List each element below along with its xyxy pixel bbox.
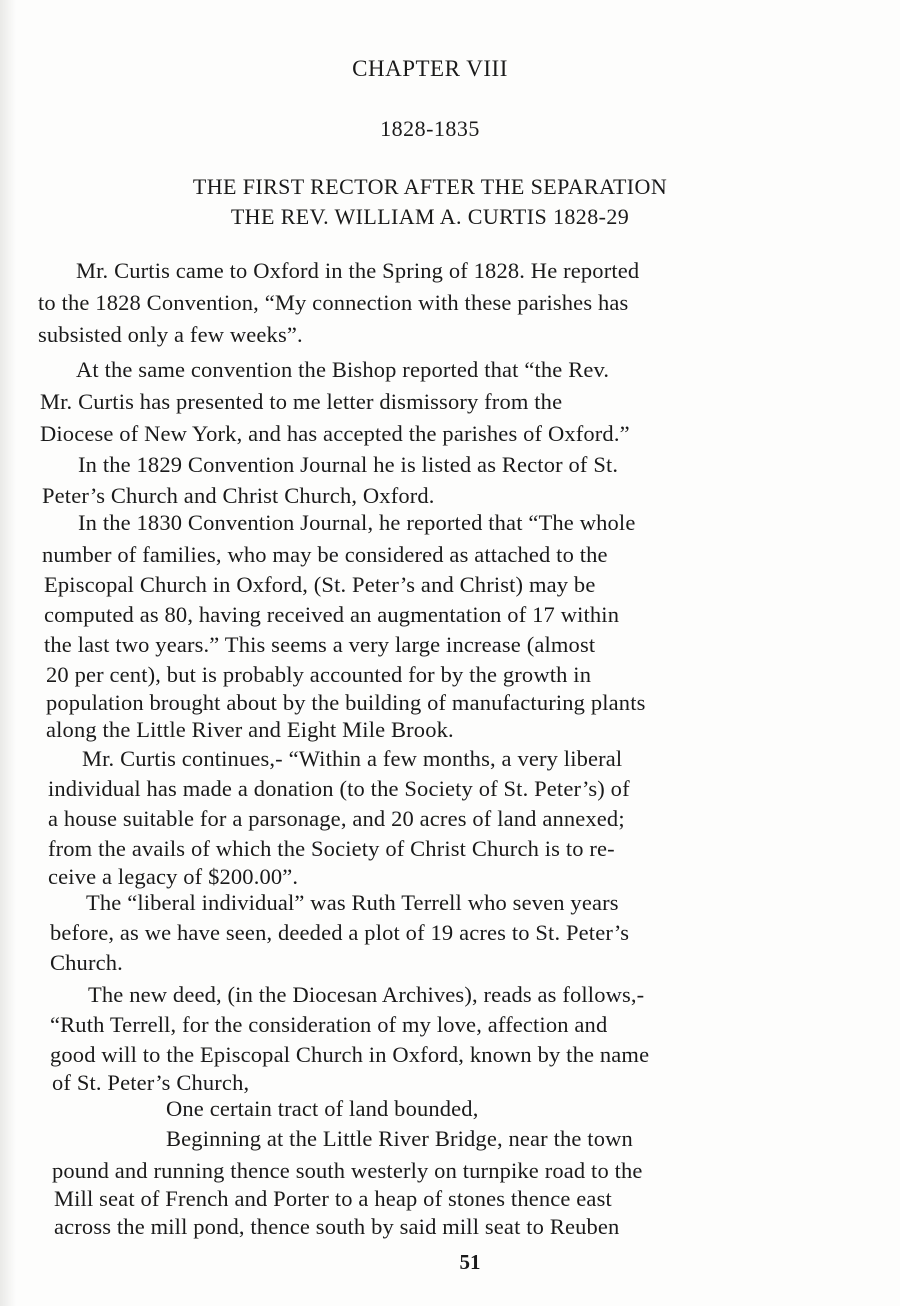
text-line: good will to the Episcopal Church in Oxford, known by the name [50, 1042, 650, 1067]
text-line: subsisted only a few weeks”. [38, 322, 303, 347]
text-line: In the 1830 Convention Journal, he reported that “The whole [78, 510, 636, 535]
text-line: of St. Peter’s Church, [52, 1070, 250, 1095]
text-line: Peter’s Church and Christ Church, Oxford. [42, 483, 435, 508]
text-line: before, as we have seen, deeded a plot of 19 acres to St. Peter’s [50, 920, 630, 945]
text-line: individual has made a donation (to the Society of St. Peter’s) of [48, 776, 630, 801]
text-line: The new deed, (in the Diocesan Archives), reads as follows,- [88, 982, 645, 1007]
text-line: Diocese of New York, and has accepted the parishes of Oxford.” [40, 421, 630, 446]
text-line: 20 per cent), but is probably accounted for by the growth in [46, 662, 592, 687]
section-heading [0, 172, 860, 232]
text-line: number of families, who may be considered as attached to the [42, 542, 608, 567]
text-line: One certain tract of land bounded, [166, 1096, 479, 1121]
text-line: Mr. Curtis has presented to me letter dismissory from the [40, 389, 563, 414]
text-line: Mill seat of French and Porter to a heap of stones thence east [54, 1186, 612, 1211]
text-line: along the Little River and Eight Mile Brook. [46, 717, 454, 742]
text-line: The “liberal individual” was Ruth Terrell who seven years [86, 890, 619, 915]
text-line: Episcopal Church in Oxford, (St. Peter’s and Christ) may be [44, 572, 596, 597]
text-line: pound and running thence south westerly on turnpike road to the [52, 1158, 643, 1183]
text-line: population brought about by the building of manufacturing plants [46, 690, 646, 715]
section-heading-line-2: THE REV. WILLIAM A. CURTIS 1828-29 [230, 204, 630, 229]
text-line: Church. [50, 950, 123, 975]
chapter-years: 1828-1835 [380, 116, 480, 141]
text-line: from the avails of which the Society of Christ Church is to re- [48, 836, 615, 861]
chapter-title: CHAPTER VIII [352, 56, 508, 81]
text-line: a house suitable for a parsonage, and 20 acres of land annexed; [48, 806, 625, 831]
text-line: Mr. Curtis came to Oxford in the Spring of 1828. He reported [76, 258, 640, 283]
text-line: Mr. Curtis continues,- “Within a few months, a very liberal [82, 746, 623, 771]
text-line: to the 1828 Convention, “My connection with these parishes has [38, 290, 629, 315]
text-line: across the mill pond, thence south by said mill seat to Reuben [54, 1214, 620, 1239]
text-line: In the 1829 Convention Journal he is listed as Rector of St. [78, 452, 619, 477]
section-heading-line-1: THE FIRST RECTOR AFTER THE SEPARATION [192, 174, 668, 199]
text-line: the last two years.” This seems a very large increase (almost [44, 632, 596, 657]
text-line: Beginning at the Little River Bridge, near the town [166, 1126, 633, 1151]
page-number: 51 [459, 1250, 481, 1274]
text-line: computed as 80, having received an augmentation of 17 within [44, 602, 620, 627]
text-line: “Ruth Terrell, for the consideration of my love, affection and [50, 1012, 608, 1037]
text-line: At the same convention the Bishop reported that “the Rev. [76, 357, 610, 382]
text-line: ceive a legacy of $200.00”. [48, 864, 299, 889]
